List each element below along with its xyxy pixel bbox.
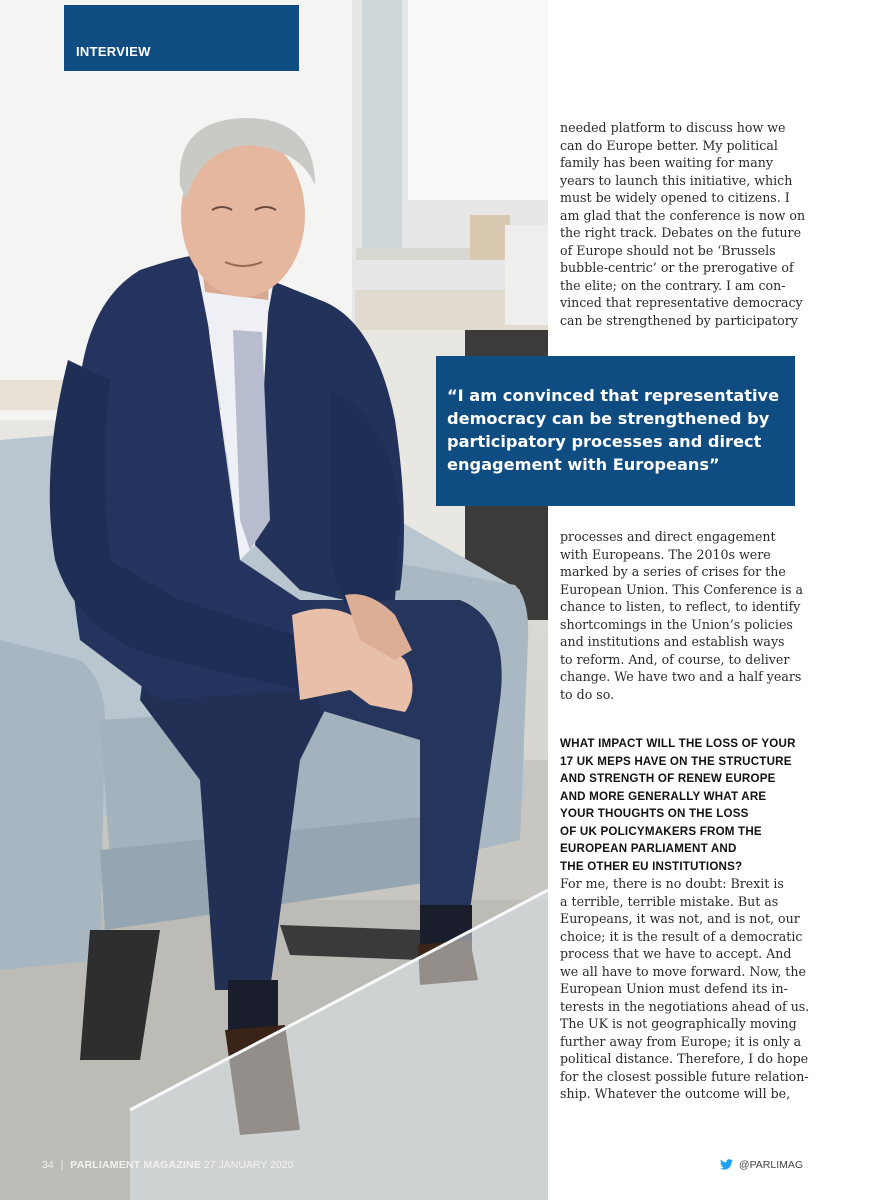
body-line: bubble-centric’ or the prerogative of [560, 260, 794, 275]
publication-name: PARLIAMENT MAGAZINE [70, 1159, 202, 1171]
answer-line: choice; it is the result of a democratic [560, 928, 803, 944]
body-line: years to launch this initiative, which [560, 172, 793, 188]
answer-line: process that we have to accept. And [560, 946, 792, 961]
answer-line: a terrible, terrible mistake. But as [560, 893, 779, 909]
body-line: family has been waiting for many [560, 155, 773, 170]
body-line: must be widely opened to citizens. I [560, 190, 790, 205]
body-line: shortcomings in the Union’s policies [560, 616, 793, 632]
answer-line: terests in the negotiations ahead of us. [560, 998, 810, 1014]
section-banner [64, 5, 299, 71]
body-line: the elite; on the contrary. I am con- [560, 277, 786, 293]
body-line: marked by a series of crises for the [560, 564, 786, 579]
body-line: change. We have two and a half years [560, 669, 802, 684]
pull-quote-line: participatory processes and direct [447, 432, 762, 451]
answer-line: we all have to move forward. Now, the [560, 963, 806, 979]
body-text-middle [560, 528, 804, 703]
pull-quote-line: democracy can be strengthened by [447, 409, 770, 428]
body-line: needed platform to discuss how we [560, 120, 786, 135]
page-footer-left [42, 1159, 293, 1171]
qa-block [560, 735, 810, 1103]
answer-line: Europeans, it was not, and is not, our [560, 911, 800, 926]
footer-separator: | [60, 1159, 64, 1171]
question-line: AND MORE GENERALLY WHAT ARE [560, 789, 767, 803]
answer-line: political distance. Therefore, I do hope [560, 1051, 809, 1066]
page-footer-right [720, 1159, 803, 1173]
body-line: chance to listen, to reflect, to identify [560, 599, 801, 614]
section-label: INTERVIEW [76, 44, 151, 59]
answer-line: ship. Whatever the outcome will be, [560, 1086, 791, 1101]
twitter-handle: @PARLIMAG [738, 1159, 804, 1171]
body-line: European Union. This Conference is a [560, 581, 804, 597]
question-line: EUROPEAN PARLIAMENT AND [560, 842, 737, 855]
answer-line: for the closest possible future relation- [560, 1068, 809, 1084]
question-line: 17 UK MEPS HAVE ON THE STRUCTURE [560, 754, 792, 768]
question-line: OF UK POLICYMAKERS FROM THE [560, 824, 762, 838]
page-number: 34 [42, 1159, 54, 1171]
pull-quote-line: engagement with Europeans” [447, 455, 720, 474]
pull-quote-box [436, 356, 795, 506]
issue-date: 27 JANUARY 2020 [203, 1159, 294, 1171]
answer-line: For me, there is no doubt: Brexit is [560, 876, 784, 891]
body-line: and institutions and establish ways [560, 634, 785, 649]
body-line: with Europeans. The 2010s were [560, 546, 771, 562]
question-line: AND STRENGTH OF RENEW EUROPE [560, 772, 776, 785]
body-line: the right track. Debates on the future [560, 225, 802, 240]
answer-line: further away from Europe; it is only a [560, 1033, 802, 1049]
question-line: YOUR THOUGHTS ON THE LOSS [560, 807, 749, 820]
interview-answer [560, 875, 810, 1103]
body-line: to reform. And, of course, to deliver [560, 651, 790, 667]
question-line: WHAT IMPACT WILL THE LOSS OF YOUR [560, 737, 796, 750]
answer-line: The UK is not geographically moving [560, 1016, 797, 1031]
body-line: of Europe should not be ‘Brussels [560, 242, 776, 258]
interview-question [560, 735, 800, 875]
body-line: can do Europe better. My political [560, 137, 778, 153]
answer-line: European Union must defend its in- [560, 981, 788, 996]
question-line: THE OTHER EU INSTITUTIONS? [560, 859, 743, 873]
body-line: can be strengthened by participatory [560, 312, 798, 328]
body-text-top [560, 119, 806, 329]
body-line: processes and direct engagement [560, 529, 776, 544]
twitter-bird-icon [720, 1159, 733, 1173]
body-line: vinced that representative democracy [560, 295, 803, 310]
pull-quote-line: “I am convinced that representative [447, 386, 780, 405]
pull-quote-text [447, 384, 779, 476]
body-line: to do so. [560, 686, 615, 702]
body-line: am glad that the conference is now on [560, 207, 806, 223]
